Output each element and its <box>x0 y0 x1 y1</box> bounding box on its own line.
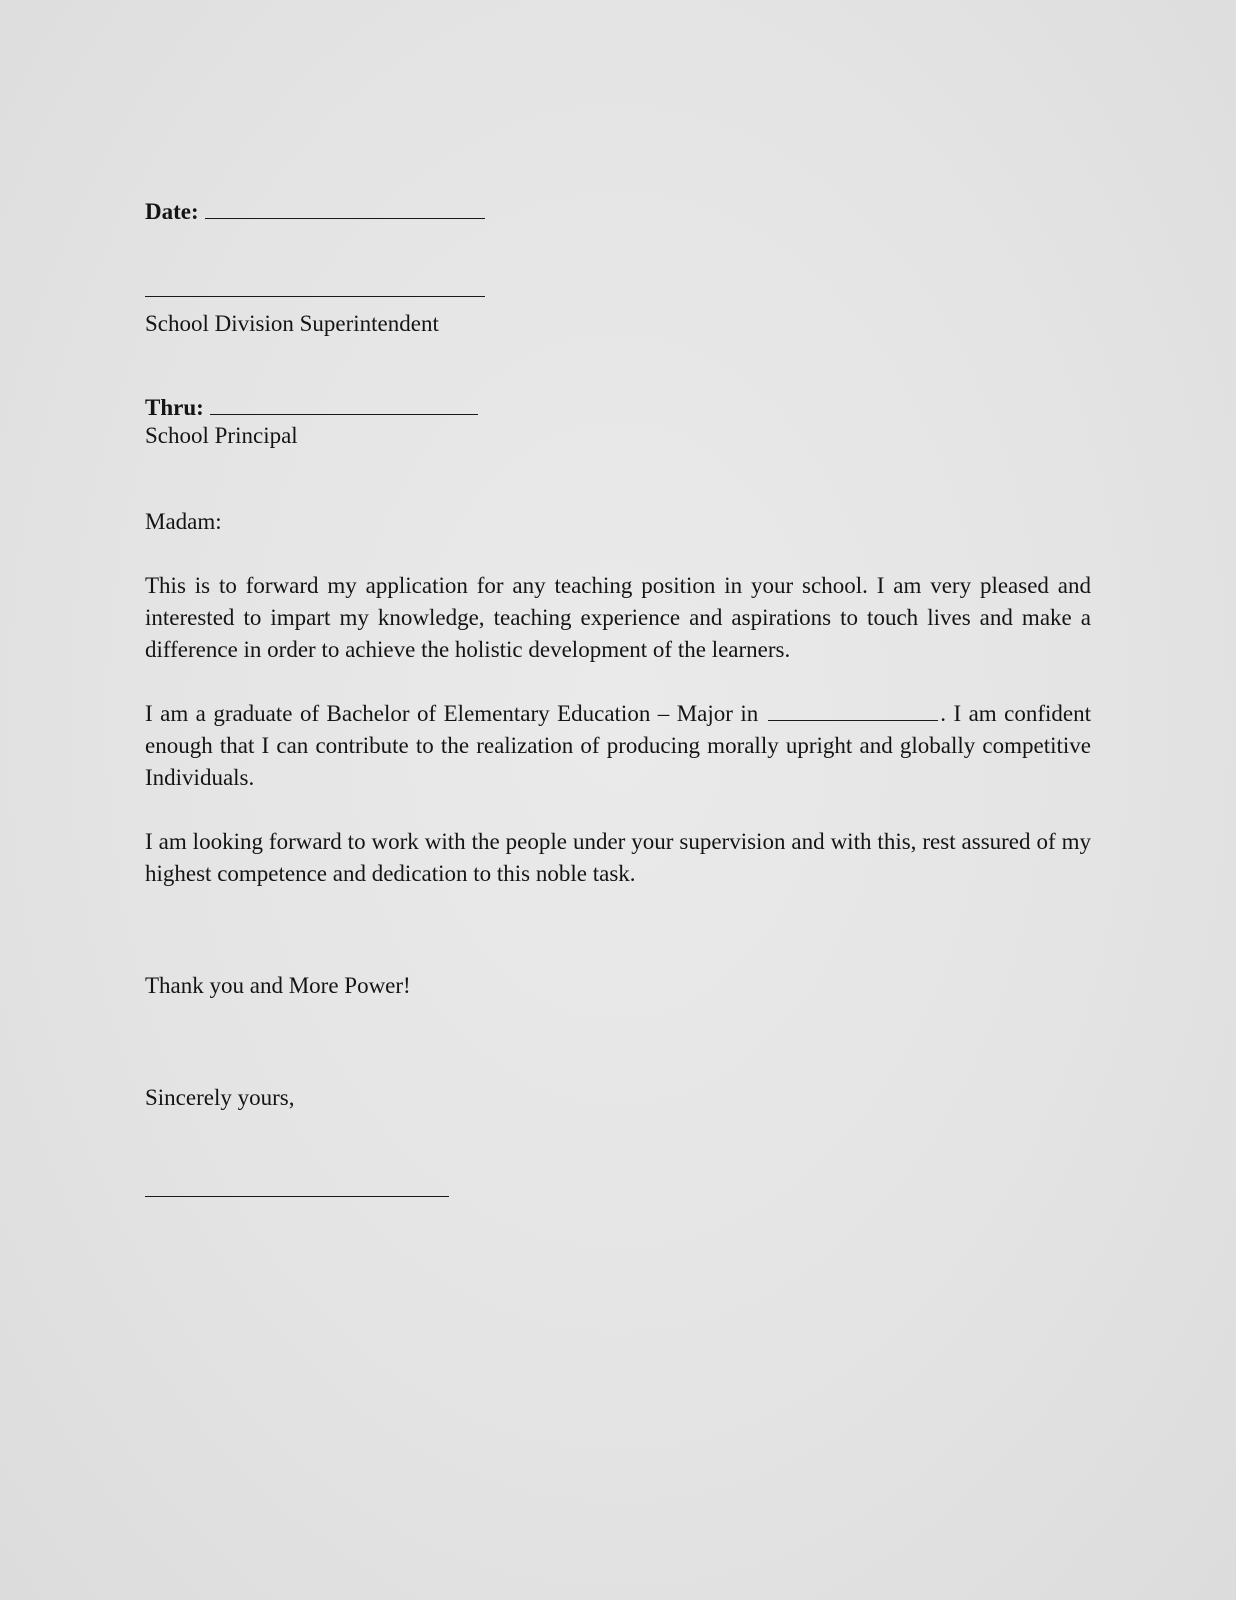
superintendent-name-blank-line <box>145 296 485 297</box>
salutation: Madam: <box>145 509 222 534</box>
principal-title: School Principal <box>145 423 298 448</box>
date-blank-line <box>205 196 485 219</box>
complimentary-close: Sincerely yours, <box>145 1085 295 1110</box>
paragraph-qualifications <box>145 698 1091 794</box>
date-row <box>145 196 485 228</box>
date-label: Date: <box>145 199 199 224</box>
paragraph-commitment: I am looking forward to work with the people under your supervision and with this, rest assured of my highest competence and dedication to this noble task. <box>145 829 1091 886</box>
paragraph-qualifications-start: I am a graduate of Bachelor of Elementary Education – Major in <box>145 701 759 726</box>
paragraph-qualifications-end: . I am confident enough that I can contribute to the realization of producing morally upright and globally competitive Individuals. <box>145 701 1091 790</box>
paragraph-application: This is to forward my application for any teaching position in your school. I am very pleased and interested to impart my knowledge, teaching experience and aspirations to touch lives and make a difference in order to achieve the holistic development of the learners. <box>145 573 1091 662</box>
signature-blank-line <box>145 1196 449 1197</box>
principal-name-blank-line <box>210 392 478 415</box>
major-blank-line <box>768 700 938 721</box>
thru-label: Thru: <box>145 395 204 420</box>
closing-remark: Thank you and More Power! <box>145 973 411 998</box>
superintendent-title: School Division Superintendent <box>145 311 439 336</box>
